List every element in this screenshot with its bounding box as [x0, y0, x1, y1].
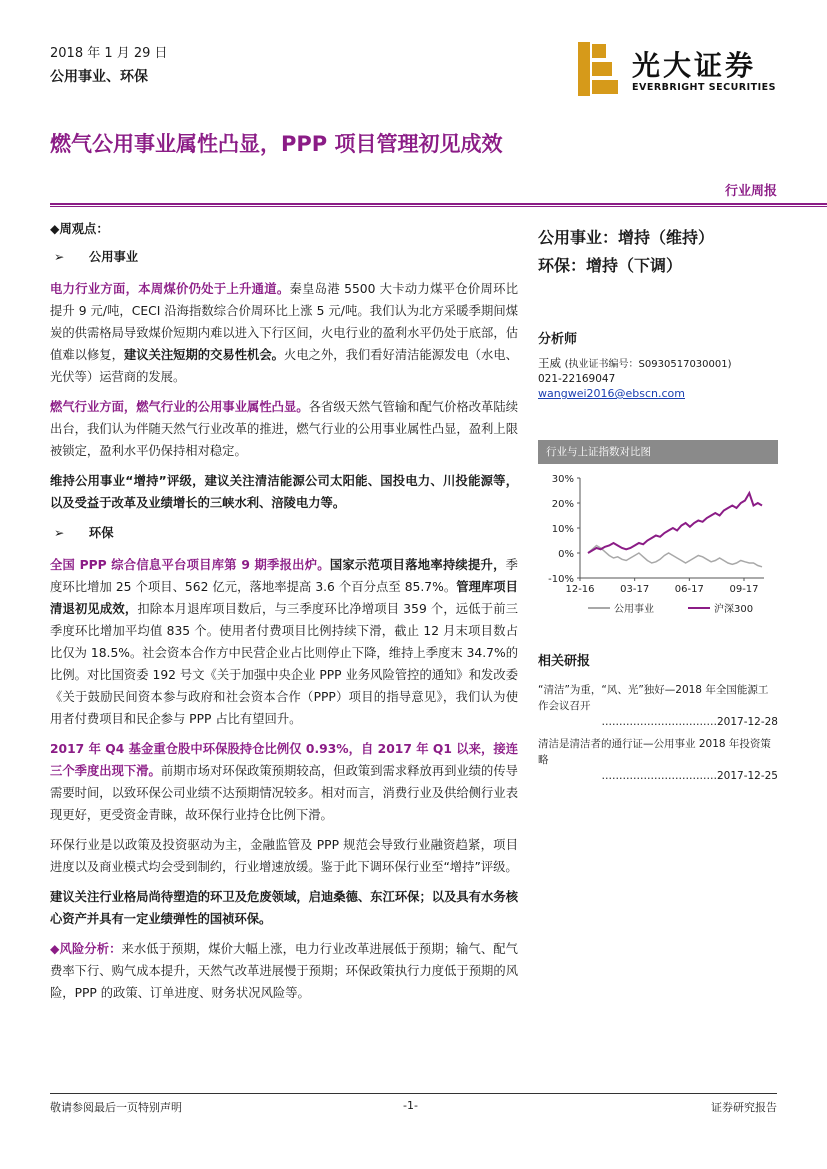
para-text: 扣除本月退库项目数后，与三季度环比净增项目 359 个，远低于前三季度环比增加平均值 835 个。使用者付费项目比例持续下滑，截止 12 月末项目数占比仅为 18.5%。社会资本合作方中民营企业占比则停止下降，维持上季度末 34.7%的比例。对比国资委 192 号文《关于加强中央企业 PPP 业务风险管控的通知》和发改委《关于鼓励民间资本参与政府和社会资本合作（PPP）项目的指导意见》，我们认为使用者付费项目和民企参与 PPP 占比有望回升。: [50, 602, 518, 726]
y-tick-label: 30%: [551, 474, 574, 485]
para-bold: 管理库项目清退初见成效，: [50, 580, 518, 616]
footer-divider: [50, 1093, 777, 1094]
logo-mark-icon: [578, 42, 626, 96]
legend-label: 沪深300: [714, 604, 754, 615]
section-environment: ➢ 环保: [54, 526, 114, 540]
rating-utilities: 公用事业：增持（维持）: [538, 228, 715, 247]
header-divider: [50, 203, 827, 205]
main-body: [50, 218, 518, 1012]
rating-environment: 环保：增持（下调）: [538, 256, 683, 275]
risk-heading: ◆风险分析：: [50, 942, 122, 956]
x-tick-label: 12-16: [565, 584, 595, 595]
paragraph-utilities-rating: 维持公用事业“增持”评级，建议关注清洁能源公司太阳能、国投电力、川投能源等，以及受益于改革及业绩增长的三峡水利、涪陵电力等。: [50, 474, 518, 510]
paragraph-recommendation: 建议关注行业格局尚待塑造的环卫及危废领域，启迪桑德、东江环保；以及具有水务核心资产并具有一定业绩弹性的国祯环保。: [50, 890, 518, 926]
related-heading: 相关研报: [538, 654, 591, 669]
related-list: [538, 682, 778, 790]
analyst-heading: 分析师: [538, 332, 578, 347]
series-line-hs300: [588, 493, 762, 553]
report-date: 2018 年 1 月 29 日: [50, 46, 168, 61]
para-lead: 电力行业方面，本周煤价仍处于上升通道。: [50, 282, 290, 296]
paragraph-power: [50, 278, 518, 388]
analyst-license: (执业证书编号：S0930517030001): [564, 359, 732, 370]
page-number: -1-: [403, 1099, 418, 1112]
logo-text-en: EVERBRIGHT SECURITIES: [632, 82, 776, 93]
sector-label: 公用事业、环保: [50, 69, 148, 85]
para-text: 前期市场对环保政策预期较高，但政策到需求释放再到业绩的传导需要时间，以致环保公司业绩不达预期情况较多。相对而言，消费行业及供给侧行业表现更好，更受资金青睐，故环保行业持仓比例下滑。: [50, 764, 518, 822]
para-lead: 燃气行业方面，燃气行业的公用事业属性凸显。: [50, 400, 309, 414]
para-bold: 国家示范项目落地率持续提升，: [329, 558, 506, 572]
related-date: ……………………………2017-12-28: [601, 716, 778, 728]
x-tick-label: 09-17: [729, 584, 759, 595]
para-lead: 全国 PPP 综合信息平台项目库第 9 期季报出炉。: [50, 558, 330, 572]
related-title[interactable]: “清洁”为重，“风、光”独好—2018 年全国能源工作会议召开: [538, 684, 769, 712]
chart-plot: [538, 464, 778, 626]
para-text: 各省级天然气管输和配气价格改革陆续出台，我们认为伴随天然气行业改革的推进，燃气行业的公用事业属性凸显，盈利上限被锁定，盈利水平仍保持相对稳定。: [50, 400, 518, 458]
related-date: ……………………………2017-12-25: [601, 770, 778, 782]
analyst-info: [538, 355, 778, 371]
section-utilities: ➢ 公用事业: [54, 250, 139, 264]
logo-text-cn: 光大证券: [632, 49, 757, 82]
report-type: 行业周报: [724, 184, 777, 199]
analyst-phone: 021-22169047: [538, 373, 616, 385]
company-logo: [578, 42, 778, 100]
y-tick-label: 0%: [558, 549, 574, 560]
y-tick-label: -10%: [548, 574, 574, 585]
para-bold: 建议关注短期的交易性机会。: [123, 348, 284, 362]
x-tick-label: 03-17: [620, 584, 650, 595]
para-text: 秦皇岛港 5500 大卡动力煤平仓价周环比提升 9 元/吨，CECI 沿海指数综合价周环比上涨 5 元/吨。我们认为北方采暖季期间煤炭的供需格局导致煤价短期内难以进入下行区间，火电行业的盈利水平仍处于底部，估值难以修复，: [50, 282, 518, 362]
analyst-name: 王威: [538, 356, 561, 370]
paragraph-fund-holdings: [50, 738, 518, 826]
page-title: 燃气公用事业属性凸显，PPP 项目管理初见成效: [50, 132, 503, 156]
related-title[interactable]: 清洁是清洁者的通行证—公用事业 2018 年投资策略: [538, 738, 771, 766]
para-text: 火电之外，我们看好清洁能源发电（水电、光伏等）运营商的发展。: [50, 348, 518, 384]
y-tick-label: 20%: [551, 499, 574, 510]
para-text: 季度环比增加 25 个项目、562 亿元，落地率提高 3.6 个百分点至 85.7%。: [50, 558, 518, 594]
sidebar: [538, 224, 778, 400]
paragraph-ppp: [50, 554, 518, 730]
analyst-email-link[interactable]: wangwei2016@ebscn.com: [538, 387, 685, 400]
para-text: 来水低于预期，煤价大幅上涨，电力行业改革进展低于预期；输气、配气费率下行、购气成本提升，天然气改革进展慢于预期；环保政策执行力度低于预期的风险，PPP 的政策、订单进度、财务状况风险等。: [50, 942, 518, 1000]
paragraph-gas: [50, 396, 518, 462]
paragraph-downgrade: 环保行业是以政策及投资驱动为主，金融监管及 PPP 规范会导致行业融资趋紧，项目进度以及商业模式均会受到制约，行业增速放缓。鉴于此下调环保行业至“增持”评级。: [50, 838, 518, 874]
para-lead: 2017 年 Q4 基金重仓股中环保股持仓比例仅 0.93%，自 2017 年 Q1 以来，接连三个季度出现下滑。: [50, 742, 518, 778]
chart-title: 行业与上证指数对比图: [538, 440, 778, 464]
weekly-view-heading: ◆周观点：: [50, 222, 109, 236]
series-line-utilities: [588, 546, 762, 567]
paragraph-risk: [50, 938, 518, 1004]
footer-disclaimer: 敬请参阅最后一页特别声明: [50, 1101, 182, 1114]
legend-label: 公用事业: [614, 604, 654, 615]
y-tick-label: 10%: [551, 524, 574, 535]
footer-report-label: 证券研究报告: [711, 1101, 777, 1114]
related-item[interactable]: [538, 682, 778, 730]
comparison-chart: [538, 440, 778, 626]
related-item[interactable]: [538, 736, 778, 784]
x-tick-label: 06-17: [674, 584, 704, 595]
header-divider-thin: [50, 206, 827, 207]
